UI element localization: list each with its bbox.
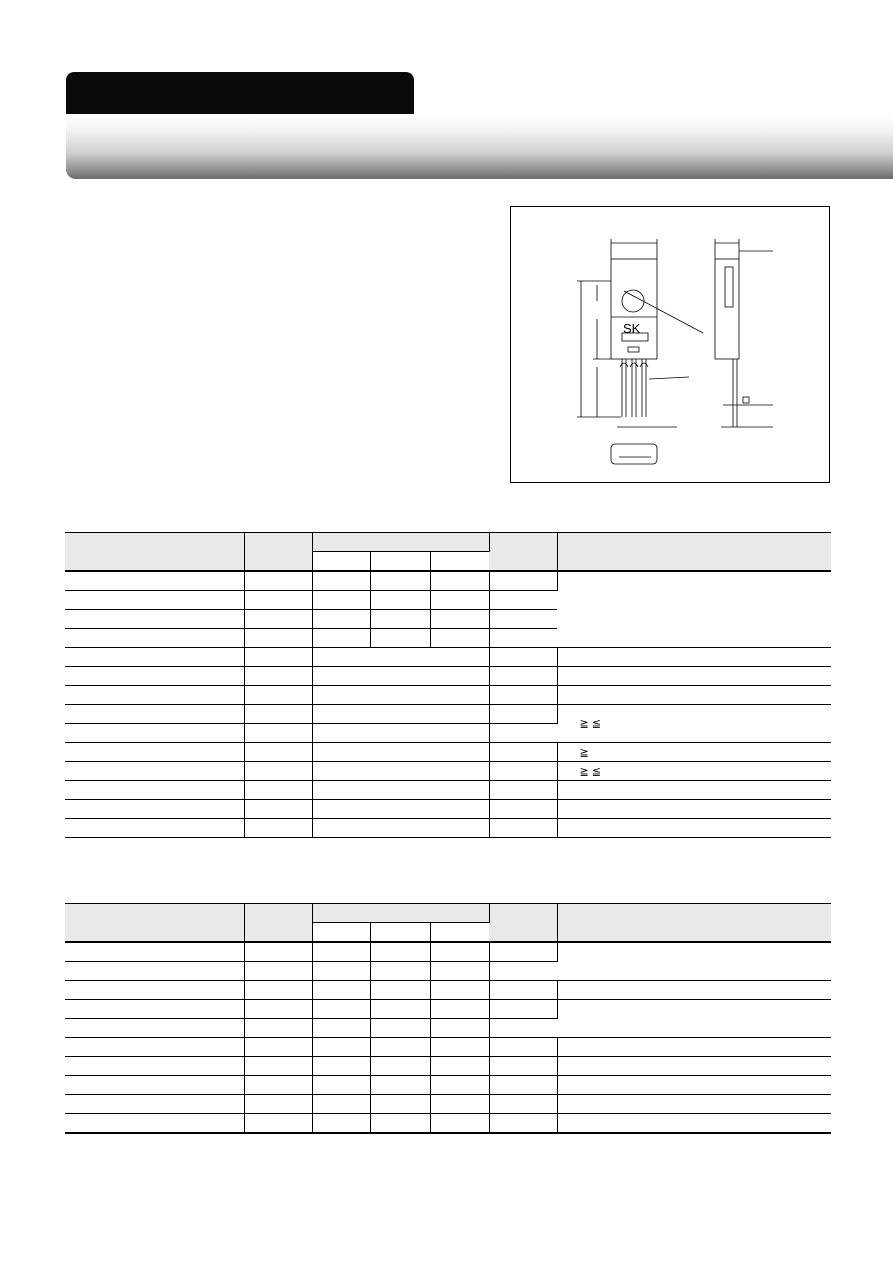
header-unit	[489, 904, 557, 943]
header-unit	[489, 533, 557, 572]
header-min	[312, 552, 370, 572]
table-row	[65, 781, 831, 800]
header-ratings	[312, 904, 489, 923]
package-outline-drawing	[510, 206, 830, 483]
header-symbol	[244, 533, 312, 572]
table-row	[65, 705, 831, 724]
table-row	[65, 981, 831, 1000]
header-max	[430, 552, 489, 572]
table-row	[65, 1057, 831, 1076]
header-max	[430, 923, 489, 943]
header-parameter	[65, 533, 244, 572]
table-row	[65, 648, 831, 667]
table-row	[65, 800, 831, 819]
table-row	[65, 743, 831, 762]
header-typ	[370, 552, 430, 572]
package-marking: SK	[623, 321, 641, 336]
table-row	[65, 667, 831, 686]
header-tab	[66, 72, 414, 116]
title-band	[66, 114, 893, 179]
table-row	[65, 571, 831, 591]
table-row	[65, 1095, 831, 1114]
header-conditions	[557, 904, 831, 943]
mounting-hole	[622, 290, 644, 312]
package-body-side	[715, 259, 739, 359]
table-row	[65, 1114, 831, 1134]
table-row	[65, 1076, 831, 1095]
condition-cell: ≧ ≦	[557, 762, 831, 781]
header-parameter	[65, 904, 244, 943]
table-row	[65, 1000, 831, 1019]
table-row	[65, 1038, 831, 1057]
header-conditions	[557, 533, 831, 572]
table-row	[65, 762, 831, 781]
header-min	[312, 923, 370, 943]
table-row	[65, 942, 831, 962]
package-bottom-view	[611, 444, 657, 464]
spec-table-1	[65, 532, 831, 838]
condition-cell: ≧ ≦	[557, 705, 831, 743]
condition-cell: ≧	[557, 743, 831, 762]
table-row	[65, 686, 831, 705]
table-row	[65, 819, 831, 838]
spec-table-2	[65, 903, 831, 1134]
header-symbol	[244, 904, 312, 943]
header-typ	[370, 923, 430, 943]
package-body-front	[611, 259, 657, 359]
header-ratings	[312, 533, 489, 552]
package-outline-svg	[511, 207, 831, 484]
